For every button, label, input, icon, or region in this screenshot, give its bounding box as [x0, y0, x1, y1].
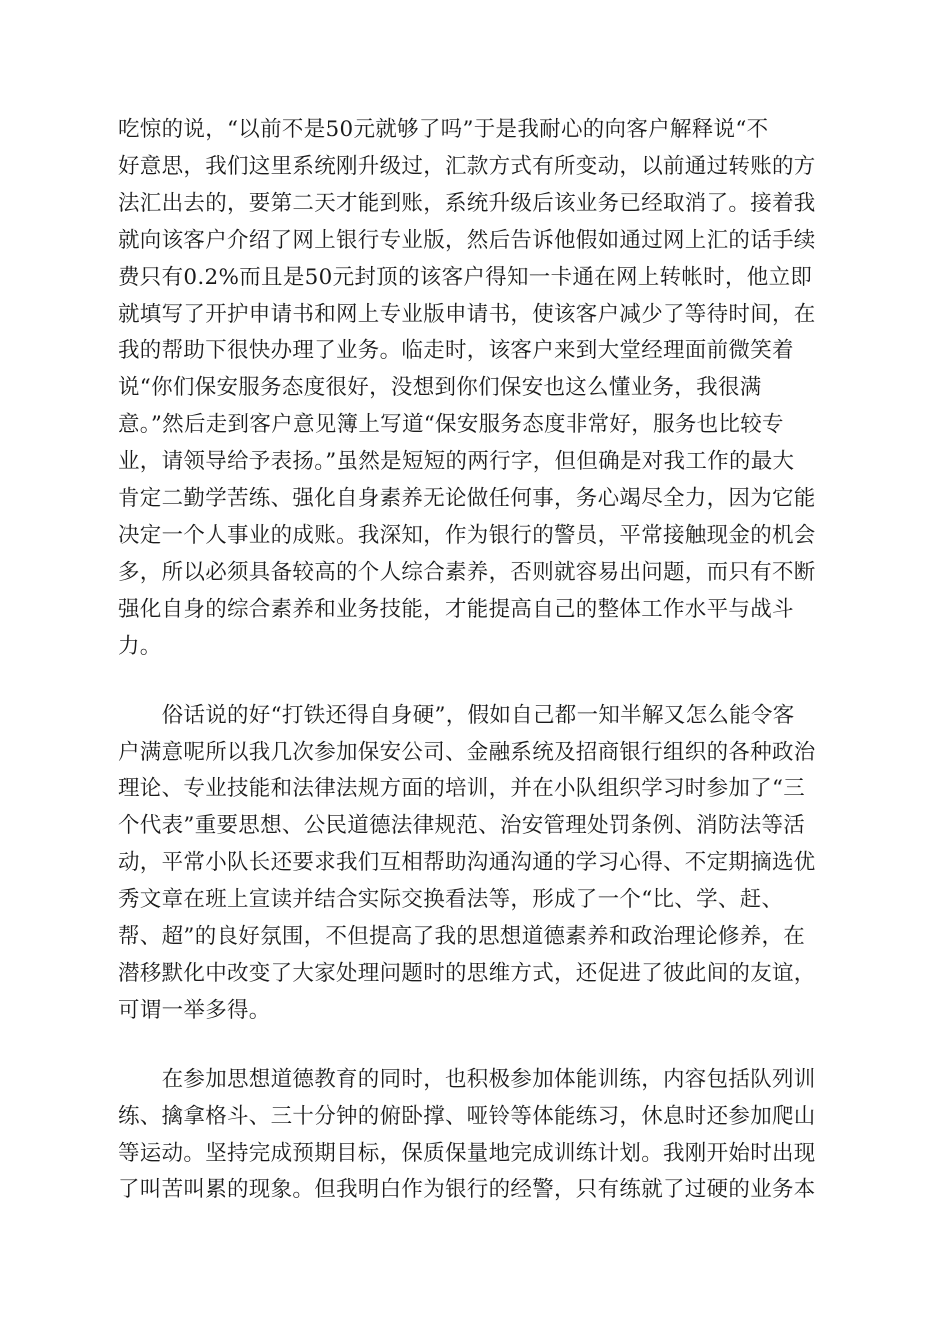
text-line: 就填写了开护申请书和网上专业版申请书，使该客户减少了等待时间，在 [118, 301, 816, 327]
text-line: 俗话说的好“打铁还得自身硬”，假如自己都一知半解又怎么能令客 [118, 702, 795, 728]
text-line: 我的帮助下很快办理了业务。临走时，该客户来到大堂经理面前微笑着 [118, 338, 794, 364]
text-line: 决定一个人事业的成账。我深知，作为银行的警员，平常接触现金的机会 [118, 522, 816, 548]
text-line: 练、擒拿格斗、三十分钟的俯卧撑、哑铃等体能练习，休息时还参加爬山 [118, 1103, 816, 1129]
text-line: 秀文章在班上宣读并结合实际交换看法等，形成了一个“比、学、赶、 [118, 887, 784, 913]
text-line: 潜移默化中改变了大家处理问题时的思维方式，还促进了彼此间的友谊， [118, 960, 816, 986]
text-line: 等运动。坚持完成预期目标，保质保量地完成训练计划。我刚开始时出现 [118, 1140, 816, 1166]
paragraph-3 [118, 1062, 836, 1210]
text-line: 多，所以必须具备较高的个人综合素养，否则就容易出问题，而只有不断 [118, 559, 816, 585]
text-line: 费只有0.2%而且是50元封顶的该客户得知一卡通在网上转帐时，他立即 [118, 264, 813, 290]
paragraph-spacer [118, 1030, 836, 1062]
text-line: 理论、专业技能和法律法规方面的培训，并在小队组织学习时参加了“三 [118, 776, 806, 802]
text-line: 法汇出去的，要第二天才能到账，系统升级后该业务已经取消了。接着我 [118, 190, 816, 216]
paragraph-2 [118, 698, 836, 1030]
text-line: 在参加思想道德教育的同时，也积极参加体能训练，内容包括队列训 [118, 1066, 816, 1092]
text-line: 了叫苦叫累的现象。但我明白作为银行的经警，只有练就了过硬的业务本 [118, 1177, 816, 1203]
text-line: 帮、超”的良好氛围，不但提高了我的思想道德素养和政治理论修养，在 [118, 924, 806, 950]
text-line: 肯定二勤学苦练、强化自身素养无论做任何事，务心竭尽全力，因为它能 [118, 486, 816, 512]
text-line: 业，请领导给予表扬。”虽然是短短的两行字，但但确是对我工作的最大 [118, 449, 795, 475]
document-page [118, 112, 836, 1209]
text-line: 就向该客户介绍了网上银行专业版，然后告诉他假如通过网上汇的话手续 [118, 227, 816, 253]
text-line: 力。 [118, 633, 162, 659]
text-line: 好意思，我们这里系统刚升级过，汇款方式有所变动，以前通过转账的方 [118, 153, 816, 179]
paragraph-spacer [118, 666, 836, 698]
text-line: 户满意呢所以我几次参加保安公司、金融系统及招商银行组织的各种政治 [118, 739, 816, 765]
text-line: 意。”然后走到客户意见簿上写道“保安服务态度非常好，服务也比较专 [118, 412, 784, 438]
text-line: 强化自身的综合素养和业务技能，才能提高自己的整体工作水平与战斗 [118, 596, 794, 622]
paragraph-1 [118, 112, 836, 666]
text-line: 可谓一举多得。 [118, 997, 271, 1023]
text-line: 吃惊的说，“以前不是50元就够了吗”于是我耐心的向客户解释说“不 [118, 117, 769, 142]
text-line: 个代表”重要思想、公民道德法律规范、治安管理处罚条例、消防法等活 [118, 813, 806, 839]
text-line: 说“你们保安服务态度很好，没想到你们保安也这么懂业务，我很满 [118, 375, 762, 401]
text-line: 动，平常小队长还要求我们互相帮助沟通沟通的学习心得、不定期摘选优 [118, 850, 816, 876]
